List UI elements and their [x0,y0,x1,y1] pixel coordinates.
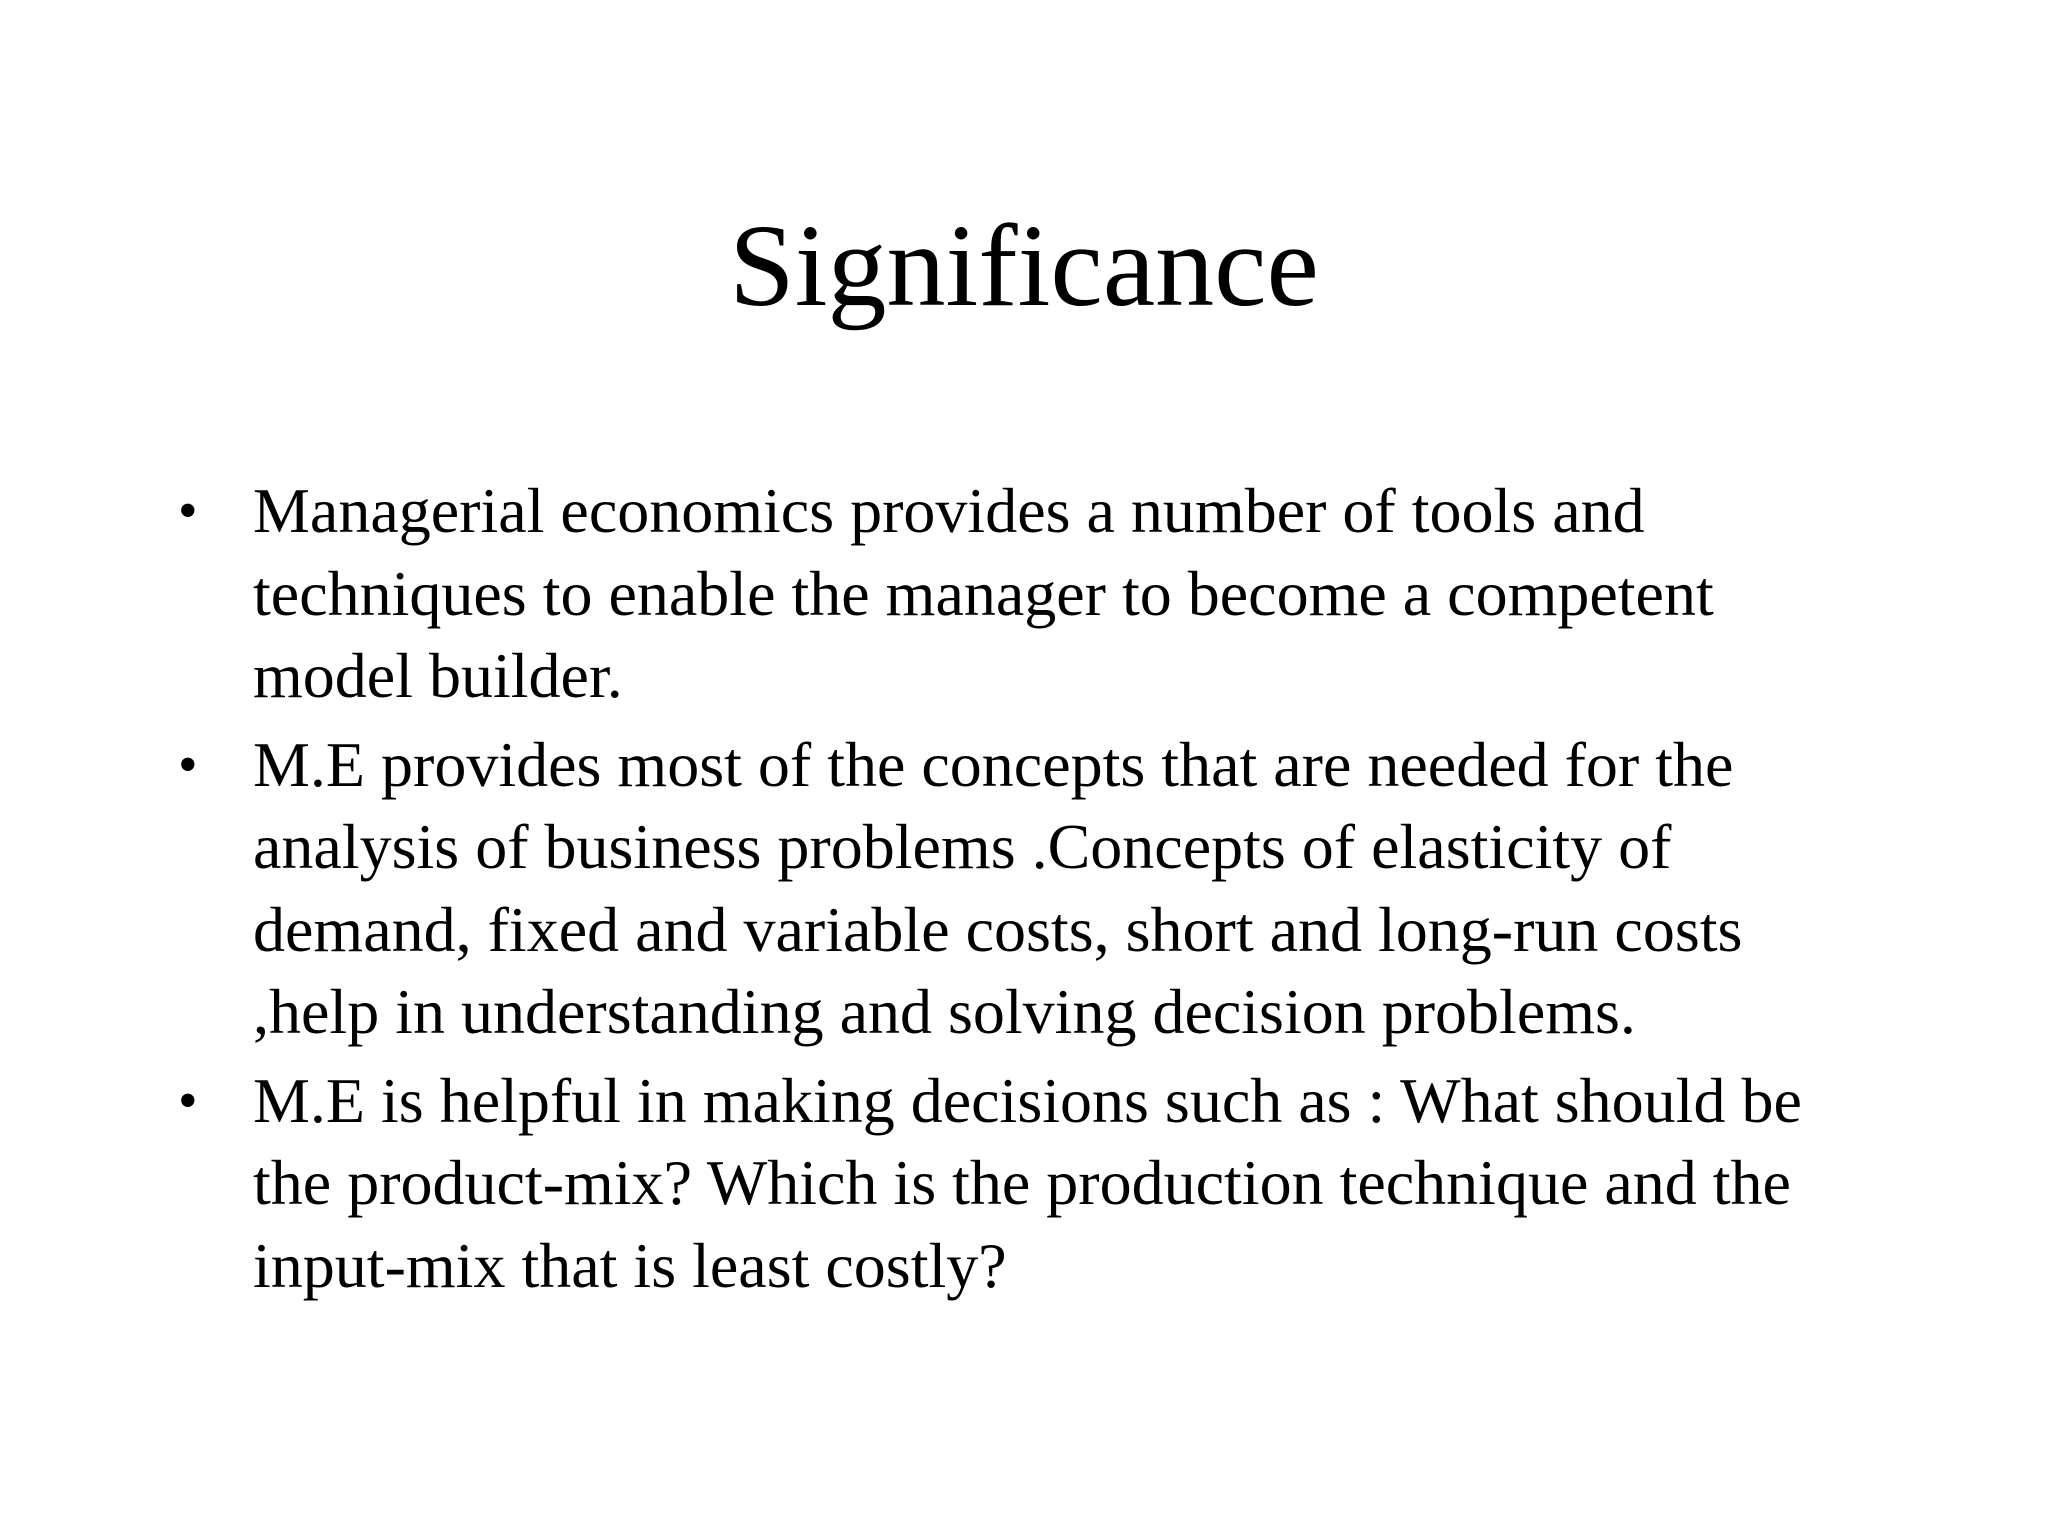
bullet-text: M.E is helpful in making decisions such as : What should be the product-mix? Which is the production technique and the input-mix that is least costly? [253,1064,1802,1301]
bullet-dot-icon: • [178,480,198,542]
bullet-text: Managerial economics provides a number of tools and techniques to enable the manager to become a competent model builder. [253,475,1714,711]
bullet-item-1 [0,470,1853,718]
bullet-dot-icon: • [178,1069,198,1132]
bullet-dot-icon: • [178,733,198,796]
slide-title: Significance [729,200,1319,331]
bullet-text: M.E provides most of the concepts that are needed for the analysis of business problems .Concepts of elasticity of demand, fixed and variable costs, short and long-run costs ,help in understanding and solving decision problems. [253,728,1743,1047]
bullet-item-2 [0,724,1853,1054]
bullet-item-3 [0,1060,1853,1308]
bullet-list [0,470,2048,1313]
